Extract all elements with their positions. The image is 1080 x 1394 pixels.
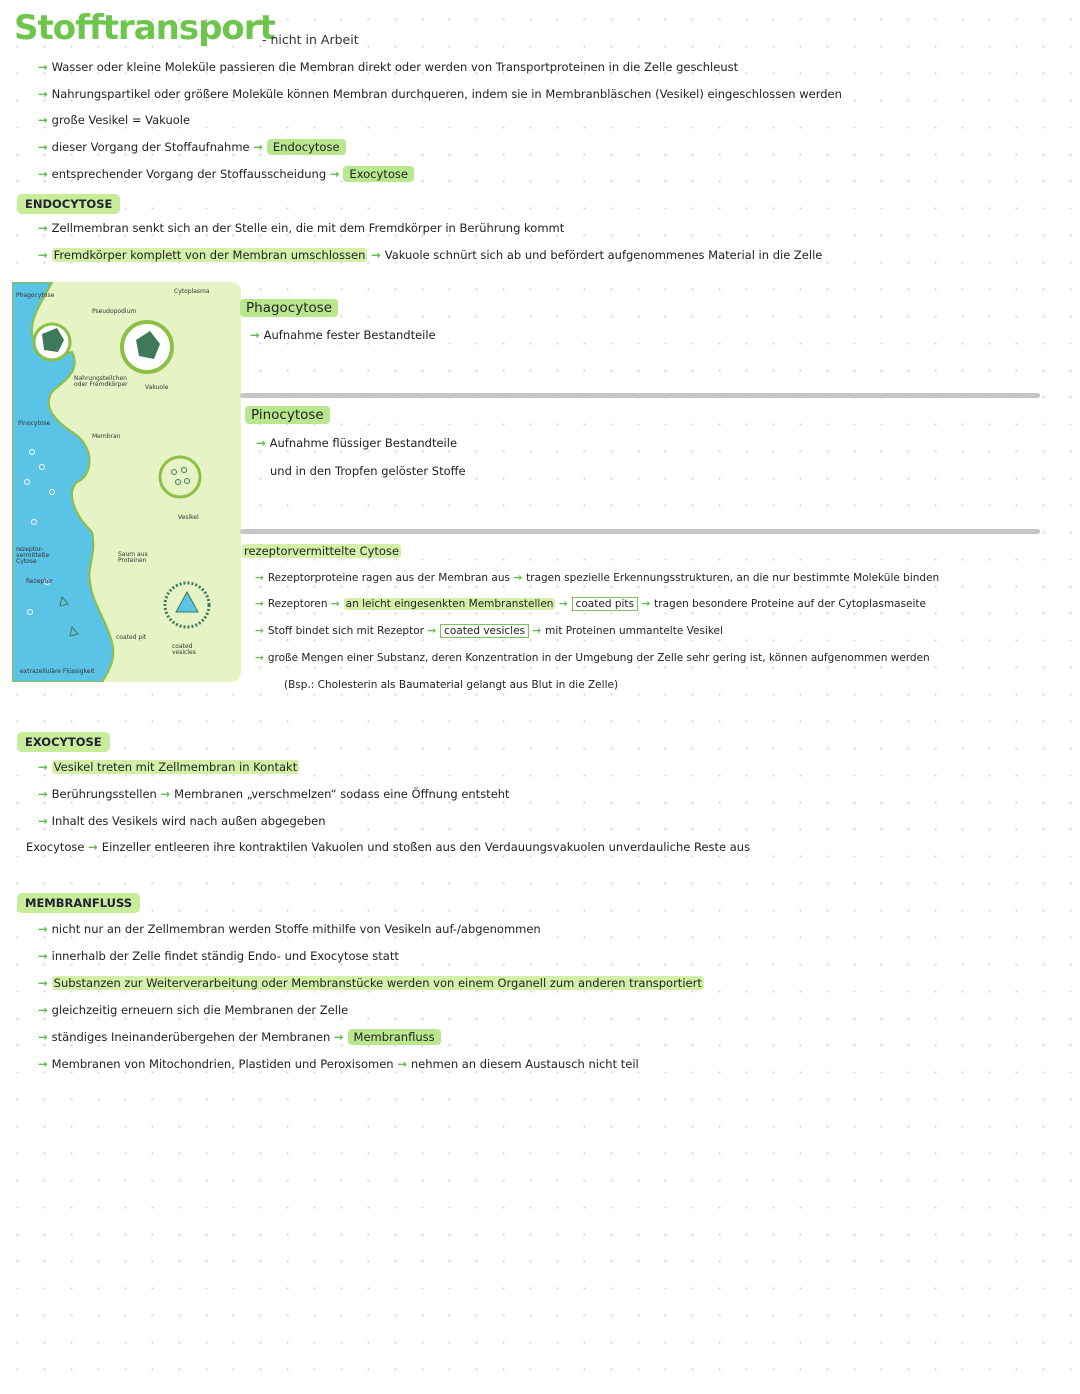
arrow-icon: → — [38, 113, 48, 127]
arrow-icon: → — [532, 625, 542, 637]
label-coated-pit: coated pit — [116, 634, 147, 641]
endo-line-1: → Zellmembran senkt sich an der Stelle ein, die mit dem Fremdkörper in Berührung kommt — [38, 221, 565, 235]
intro-line-4: → dieser Vorgang der Stoffaufnahme → Endocytose — [38, 140, 346, 154]
arrow-icon: → — [38, 814, 48, 828]
arrow-icon: → — [160, 787, 171, 801]
arrow-icon: → — [38, 140, 48, 154]
arrow-icon: → — [253, 140, 263, 154]
arrow-icon: → — [38, 167, 48, 181]
arrow-icon: → — [38, 1057, 48, 1071]
arrow-icon: → — [255, 625, 264, 637]
arrow-icon: → — [427, 625, 437, 637]
label-rezeptor: Rezeptor — [26, 578, 53, 585]
divider — [240, 393, 1040, 398]
label-cytoplasma: Cytoplasma — [174, 288, 210, 295]
arrow-icon: → — [330, 598, 340, 610]
arrow-icon: → — [255, 598, 264, 610]
label-saum: Saum aus Proteinen — [118, 551, 148, 564]
mf-line-4: → gleichzeitig erneuern sich die Membranen der Zelle — [38, 1003, 349, 1017]
label-nahrung: Nahrungsteilchen oder Fremdkörper — [74, 375, 128, 388]
rezeptor-line-5: (Bsp.: Cholesterin als Baumaterial gelangt aus Blut in die Zelle) — [284, 679, 619, 691]
pinocytose-heading: Pinocytose — [245, 407, 330, 423]
label-vakuole: Vakuole — [145, 384, 169, 391]
arrow-icon: → — [641, 598, 651, 610]
arrow-icon: → — [333, 1030, 344, 1044]
arrow-icon: → — [255, 572, 264, 584]
mf-line-6: → Membranen von Mitochondrien, Plastiden und Peroxisomen → nehmen an diesem Austausch nicht teil — [38, 1057, 639, 1071]
label-pseudopodium: Pseudopodium — [92, 308, 137, 315]
rezeptor-heading: rezeptorvermittelte Cytose — [244, 544, 400, 558]
arrow-icon: → — [38, 248, 48, 262]
pinocytose-line-1: → Aufnahme flüssiger Bestandteile — [256, 436, 458, 450]
arrow-icon: → — [38, 1003, 48, 1017]
phagocytose-heading: Phagocytose — [240, 300, 338, 316]
mf-line-5: → ständiges Ineinanderübergehen der Membranen → Membranfluss — [38, 1030, 441, 1044]
rezeptor-line-3: → Stoff bindet sich mit Rezeptor → coated vesicles → mit Proteinen ummantelte Vesikel — [255, 625, 723, 637]
arrow-icon: → — [371, 248, 381, 262]
arrow-icon: → — [38, 221, 48, 235]
label-membran: Membran — [92, 433, 121, 440]
exo-line-3: → Inhalt des Vesikels wird nach außen abgegeben — [38, 814, 326, 828]
arrow-icon: → — [255, 652, 264, 664]
rezeptor-line-1: → Rezeptorproteine ragen aus der Membran aus → tragen spezielle Erkennungsstrukturen, an die nur bestimmte Moleküle binden — [255, 572, 940, 584]
label-coated-vesicles: coated vesicles — [172, 643, 196, 656]
intro-line-1: → Wasser oder kleine Moleküle passieren die Membran direkt oder werden von Transportproteinen in die Zelle geschleust — [38, 60, 739, 74]
exo-line-4: Exocytose → Einzeller entleeren ihre kontraktilen Vakuolen und stoßen aus den Verdauungsvakuolen unverdauliche Reste aus — [26, 840, 751, 854]
diagram-illustration — [12, 282, 241, 682]
exo-line-1: → Vesikel treten mit Zellmembran in Kontakt — [38, 760, 298, 774]
arrow-icon: → — [38, 787, 48, 801]
mf-line-1: → nicht nur an der Zellmembran werden Stoffe mithilfe von Vesikeln auf-/abgenommen — [38, 922, 541, 936]
arrow-icon: → — [513, 572, 523, 584]
section-exocytose: EXOCYTOSE — [17, 731, 110, 750]
page-title: Stofftransport — [14, 8, 275, 48]
arrow-icon: → — [329, 167, 340, 181]
arrow-icon: → — [38, 922, 48, 936]
arrow-icon: → — [256, 436, 266, 450]
divider — [240, 529, 1040, 534]
mf-line-3: → Substanzen zur Weiterverarbeitung oder Membranstücke werden von einem Organell zum anderen transportiert — [38, 976, 702, 990]
arrow-icon: → — [88, 840, 98, 854]
arrow-icon: → — [38, 949, 48, 963]
arrow-icon: → — [38, 60, 48, 74]
pinocytose-line-2: und in den Tropfen gelöster Stoffe — [270, 464, 466, 478]
arrow-icon: → — [250, 328, 260, 342]
intro-line-2: → Nahrungspartikel oder größere Moleküle können Membran durchqueren, indem sie in Membranbläschen (Vesikel) eingeschlossen werden — [38, 87, 842, 101]
mf-line-2: → innerhalb der Zelle findet ständig Endo- und Exocytose statt — [38, 949, 399, 963]
label-pinocytose: Pinocytose — [18, 420, 51, 427]
intro-line-3: → große Vesikel = Vakuole — [38, 113, 191, 127]
section-membranfluss: MEMBRANFLUSS — [17, 892, 140, 911]
phagocytose-line: → Aufnahme fester Bestandteile — [250, 328, 436, 342]
arrow-icon: → — [558, 598, 568, 610]
term-exocytose: Exocytose — [343, 166, 414, 182]
arrow-icon: → — [38, 760, 48, 774]
label-vesikel: Vesikel — [178, 514, 199, 521]
arrow-icon: → — [38, 1030, 48, 1044]
label-rezeptor-cytose: rezeptor-vermittelte Cytose — [16, 546, 50, 565]
endo-line-2: → Fremdkörper komplett von der Membran umschlossen → Vakuole schnürt sich ab und befördert aufgenommenes Material in die Zelle — [38, 248, 823, 262]
term-endocytose: Endocytose — [267, 139, 346, 155]
label-phagocytose: Phagocytose — [16, 292, 55, 299]
exo-line-2: → Berührungsstellen → Membranen „verschmelzen“ sodass eine Öffnung entsteht — [38, 787, 510, 801]
rezeptor-line-4: → große Mengen einer Substanz, deren Konzentration in der Umgebung der Zelle sehr gering ist, können aufgenommen werden — [255, 652, 930, 664]
arrow-icon: → — [38, 976, 48, 990]
section-endocytose: ENDOCYTOSE — [17, 193, 120, 212]
rezeptor-line-2: → Rezeptoren → an leicht eingesenkten Membranstellen → coated pits → tragen besondere Proteine auf der Cytoplasmaseite — [255, 598, 926, 610]
label-extrazellulaer: extrazelluläre Flüssigkeit — [20, 668, 95, 675]
page-subtitle: - nicht in Arbeit — [262, 32, 359, 47]
arrow-icon: → — [397, 1057, 407, 1071]
intro-line-5: → entsprechender Vorgang der Stoffausscheidung → Exocytose — [38, 167, 414, 181]
arrow-icon: → — [38, 87, 48, 101]
endocytosis-diagram — [12, 282, 241, 682]
